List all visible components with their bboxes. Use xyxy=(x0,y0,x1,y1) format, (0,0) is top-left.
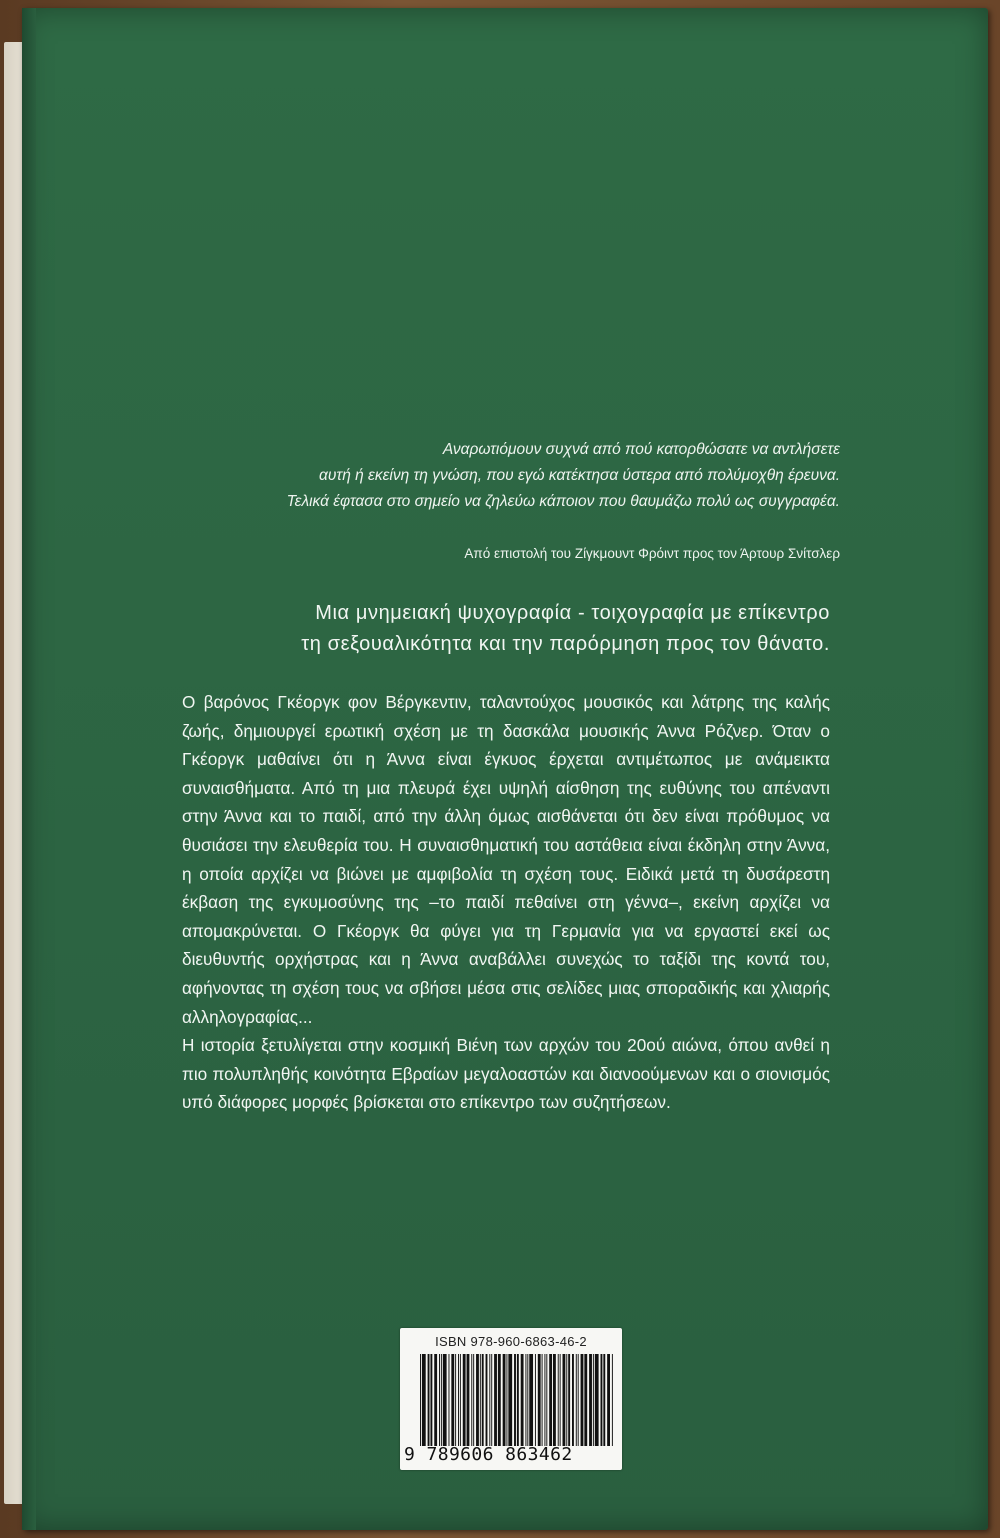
barcode-bar xyxy=(525,1354,526,1446)
barcode-bar xyxy=(607,1354,610,1446)
barcode-bar xyxy=(489,1354,490,1446)
barcode-bar xyxy=(584,1354,587,1446)
barcode-bar xyxy=(428,1354,430,1446)
barcode-bar xyxy=(486,1354,488,1446)
barcode-bar xyxy=(544,1354,545,1446)
barcode-bar xyxy=(451,1354,454,1446)
barcode-bar xyxy=(578,1354,579,1446)
barcode-bar xyxy=(517,1354,519,1446)
barcode-bar xyxy=(420,1354,421,1446)
barcode-bar xyxy=(542,1354,543,1446)
barcode-bar xyxy=(581,1354,584,1446)
barcode-bar xyxy=(458,1354,459,1446)
barcode-bar xyxy=(443,1354,447,1446)
barcode-bar xyxy=(553,1354,556,1446)
quote-attribution: Από επιστολή του Ζίγκμουντ Φρόιντ προς τον Άρτουρ Σνίτσλερ xyxy=(464,546,840,561)
barcode-bar xyxy=(601,1354,603,1446)
tagline xyxy=(190,598,830,660)
barcode-bar xyxy=(439,1354,440,1446)
barcode-bar xyxy=(560,1354,561,1446)
barcode-bar xyxy=(529,1354,533,1446)
barcode-bar xyxy=(538,1354,541,1446)
tagline-line: τη σεξουαλικότητα και την παρόρμηση προς τον θάνατο. xyxy=(301,633,830,655)
barcode-bar xyxy=(568,1354,570,1446)
barcode-bar xyxy=(434,1354,437,1446)
barcode-bar xyxy=(482,1354,484,1446)
barcode-bar xyxy=(535,1354,536,1446)
barcode-bar xyxy=(506,1354,507,1446)
barcode-bar xyxy=(546,1354,547,1446)
barcode-bar xyxy=(514,1354,516,1446)
barcode-bar xyxy=(463,1354,466,1446)
barcode-bar xyxy=(455,1354,456,1446)
barcode-bar xyxy=(612,1354,613,1446)
synopsis-paragraph: Η ιστορία ξετυλίγεται στην κοσμική Βιένη των αρχών του 20ού αιώνα, όπου ανθεί η πιο πολυπληθής κοινότητα Εβραίων μεγαλοαστών και διανοούμενων και ο σιονισμός υπό διάφορες μορφές βρίσκεται στο επίκεντρο των συζητήσεων. xyxy=(182,1035,830,1113)
barcode-bar xyxy=(480,1354,481,1446)
barcode-bar xyxy=(576,1354,577,1446)
quote-line: αυτή ή εκείνη τη γνώση, που εγώ κατέκτησα ύστερα από πολύμοχθη έρευνα. xyxy=(319,467,840,484)
isbn-label: ISBN 978-960-6863-46-2 xyxy=(435,1334,587,1349)
barcode-bar xyxy=(498,1354,501,1446)
barcode-bar xyxy=(491,1354,492,1446)
barcode-bar xyxy=(467,1354,470,1446)
barcode-bar xyxy=(460,1354,461,1446)
synopsis xyxy=(182,688,830,1117)
barcode-bar xyxy=(595,1354,599,1446)
barcode-bar xyxy=(527,1354,528,1446)
barcode-bar xyxy=(441,1354,442,1446)
quote-line: Αναρωτιόμουν συχνά από πού κατορθώσατε να αντλήσετε xyxy=(442,441,840,458)
barcode-bar xyxy=(563,1354,566,1446)
quote-line: Τελικά έφτασα στο σημείο να ζηλεύω κάποιον που θαυμάζω πολύ ως συγγραφέα. xyxy=(286,493,840,510)
barcode-bar xyxy=(593,1354,594,1446)
barcode-bar xyxy=(503,1354,506,1446)
barcode-bar xyxy=(589,1354,592,1446)
barcode-bar xyxy=(473,1354,474,1446)
barcode-bar xyxy=(572,1354,574,1446)
barcode-bar xyxy=(422,1354,426,1446)
synopsis-paragraph: Ο βαρόνος Γκέοργκ φον Βέργκεντιν, ταλαντούχος μουσικός και λάτρης της καλής ζωής, δημιουργεί ερωτική σχέση με τη δασκάλα μουσικής Άννα Ρόζνερ. Όταν ο Γκέοργκ μαθαίνει ότι η Άννα είναι έγκυος έρχεται αντιμέτωπος με ανάμεικτα συναισθήματα. Από τη μια πλευρά έχει υψηλή αίσθηση της ευθύνης του απέναντι στην Άννα και το παιδί, από την άλλη όμως αισθάνεται ότι δεν είναι πρόθυμος να θυσιάσει την ελευθερία του. Η συναισθηματική του αστάθεια είναι έκδηλη στην Άννα, η οποία αρχίζει να βιώνει με αμφιβολία τη σχέση τους. Ειδικά μετά τη δυσάρεστη έκβαση της εγκυμοσύνης της –το παιδί πεθαίνει στη γέννα–, εκείνη αρχίζει να απομακρύνεται. Ο Γκέοργκ θα φύγει για τη Γερμανία για να εργαστεί εκεί ως διευθυντής ορχήστρας και η Άννα αναβάλλει συνεχώς το ταξίδι της κοντά του, αφήνοντας τη σχέση τους να σβήσει μέσα στις σελίδες μιας σποραδικής και χλιαρής αλληλογραφίας... xyxy=(182,692,830,1027)
barcode-digits: 9 789606 863462 xyxy=(404,1444,573,1465)
barcode-bar xyxy=(476,1354,479,1446)
barcode-bar xyxy=(558,1354,559,1446)
tagline-line: Μια μνημειακή ψυχογραφία - τοιχογραφία με επίκεντρο xyxy=(315,602,830,624)
barcode-bar xyxy=(549,1354,552,1446)
barcode-bar xyxy=(471,1354,472,1446)
epigraph-quote xyxy=(220,437,840,515)
barcode-bars xyxy=(418,1354,614,1446)
barcode-sticker xyxy=(400,1328,622,1470)
barcode-bar xyxy=(494,1354,497,1446)
barcode-bar xyxy=(508,1354,512,1446)
barcode-bar xyxy=(603,1354,605,1446)
cover-fold xyxy=(22,8,36,1530)
barcode-bar xyxy=(449,1354,450,1446)
barcode-bar xyxy=(521,1354,524,1446)
barcode-bar xyxy=(430,1354,432,1446)
barcode-bar xyxy=(566,1354,567,1446)
